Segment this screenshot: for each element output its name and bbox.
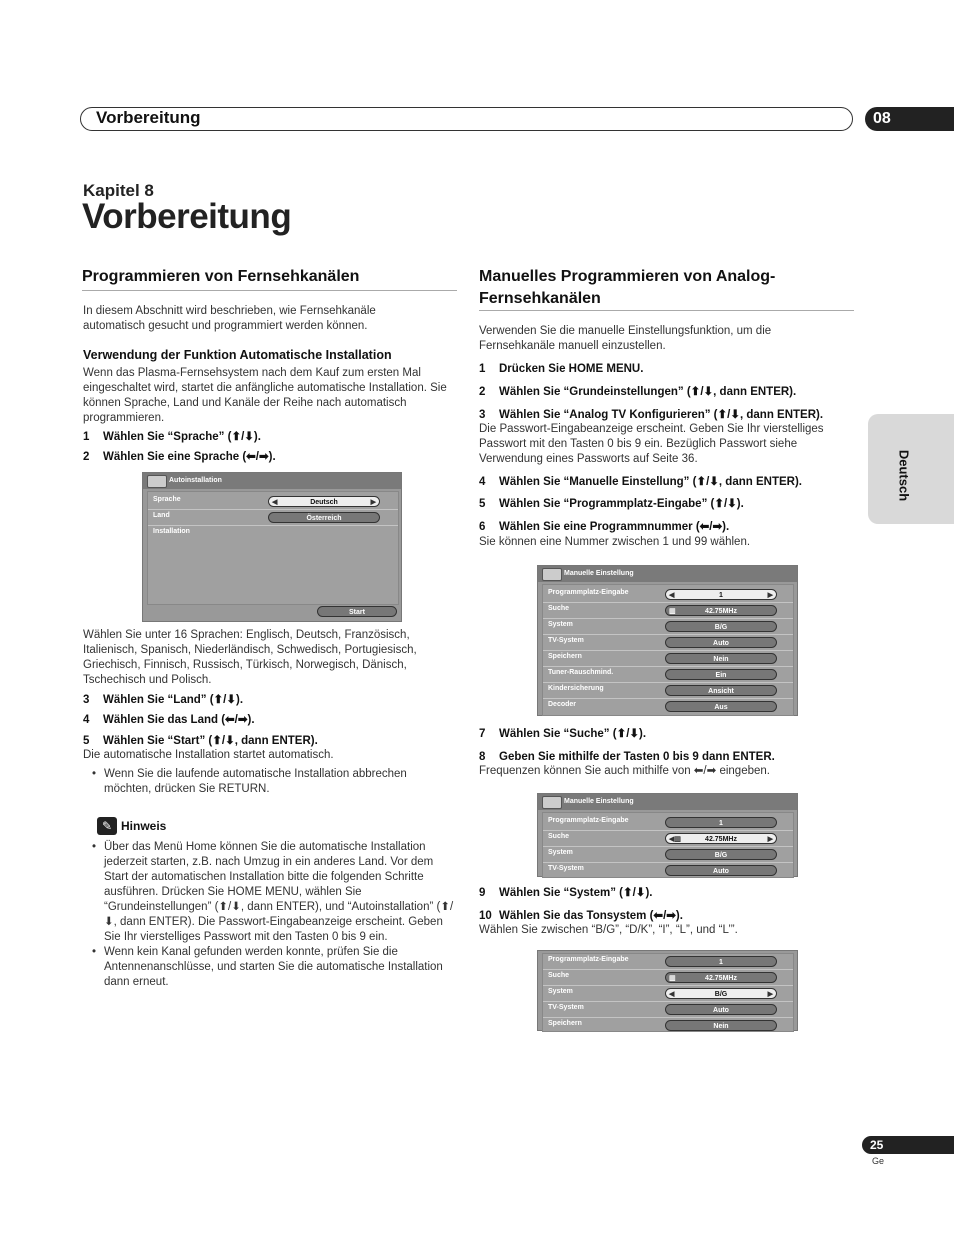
hint-bullet-1: • Über das Menü Home können Sie die automatische Installation jederzeit starten, z.B. nach Umzug in ein anderes Land. Vor dem Start der automatischen Installation bitte die folgenden Schritte ausführen. Drücken Sie HOME MENU, wählen Sie “Grundeinstellungen” (⬆/⬇, dann ENTER), und “Autoinstallation” (⬆/⬇, dann ENTER). Die Passwort-Eingabeanzeige erscheint. Geben Sie Ihr vierstelliges Passwort mit den Tasten 0 bis 9 ein. [104,840,459,945]
screen-title-bar: Autoinstallation [143,473,401,489]
setting-row-land[interactable]: Land Österreich [148,510,398,526]
left-intro: In diesem Abschnitt wird beschrieben, wie Fernsehkanäle automatisch gesucht und programmiert werden können. [83,305,376,332]
manual-setting-screen-3: Programmplatz-Eingabe 1 Suche ▥ 42.75MHz System ◀ B/G ▶ TV-System Auto Speichern Nein [537,950,798,1031]
r-step-5: 5 Wählen Sie “Programmplatz-Eingabe” (⬆/⬇). [479,498,744,510]
row-system[interactable]: System B/G [543,619,793,635]
menu-icon [542,568,562,581]
pencil-note-icon: ✎ [97,817,117,835]
bullet-return: • Wenn Sie die laufende automatische Installation abbrechen möchten, drücken Sie RETURN. [104,767,444,797]
r-step-10: 10 Wählen Sie das Tonsystem (⬅/➡). [479,910,683,922]
r-step-8: 8 Geben Sie mithilfe der Tasten 0 bis 9 dann ENTER. [479,751,775,763]
chapter-label: Kapitel 8 [83,181,154,200]
row-suche[interactable]: Suche ▥ 42.75MHz [543,603,793,619]
languages-text: Wählen Sie unter 16 Sprachen: Englisch, Deutsch, Französisch, Italienisch, Spanisch, Niederländisch, Schwedisch, Portugiesisch, Griechisch, Finnisch, Russisch, Türkisch, Norwegisch, Dänisch, Tschechisch und Polisch. [83,629,417,686]
hint-bullet-2: • Wenn kein Kanal gefunden werden konnte, prüfen Sie die Antennenanschlüsse, und starten Sie die automatische Installation dann erneut. [104,945,444,990]
r-step-2: 2 Wählen Sie “Grundeinstellungen” (⬆/⬇, dann ENTER). [479,386,797,398]
right-heading-rule [479,310,854,311]
sprache-selector[interactable]: ◀ Deutsch ▶ [268,496,380,507]
manual-setting-screen-2: Manuelle Einstellung Programmplatz-Eingabe 1 Suche ◀▥ 42.75MHz ▶ System B/G TV-System Auto [537,793,798,877]
left-section-heading: Programmieren von Fernsehkanälen [82,268,360,285]
step-5: 5 Wählen Sie “Start” (⬆/⬇, dann ENTER). [83,735,318,747]
right-section-heading-line1: Manuelles Programmieren von Analog- [479,268,776,285]
r-step-8-note: Frequenzen können Sie auch mithilfe von ⬅/➡ eingeben. [479,765,770,777]
hint-header: ✎ Hinweis [97,817,166,835]
r-step-1: 1 Drücken Sie HOME MENU. [479,363,644,375]
language-side-tab-label: Deutsch [896,449,912,502]
r-step-3-note: Die Passwort-Eingabeanzeige erscheint. Geben Sie Ihr vierstelliges Passwort mit den Tasten 0 bis 9 ein. Bezüglich Passwort siehe Verwendung eines Passworts auf Seite 36. [479,423,824,465]
auto-install-subheading: Verwendung der Funktion Automatische Installation [83,348,392,362]
menu-icon [147,475,167,488]
step-3: 3 Wählen Sie “Land” (⬆/⬇). [83,694,244,706]
step-1: 1 Wählen Sie “Sprache” (⬆/⬇). [83,431,261,443]
step-2: 2 Wählen Sie eine Sprache (⬅/➡). [83,451,276,463]
step-4: 4 Wählen Sie das Land (⬅/➡). [83,714,255,726]
step-5-note: Die automatische Installation startet automatisch. [83,749,334,761]
r-step-6: 6 Wählen Sie eine Programmnummer (⬅/➡). [479,521,730,533]
start-button[interactable]: Start [317,606,397,617]
chapter-title: Vorbereitung [82,197,292,236]
row-tuner[interactable]: Tuner-Rauschmind. Ein [543,667,793,683]
land-selector[interactable]: Österreich [268,512,380,523]
chapter-number-tab: 08 [865,107,954,131]
right-intro: Verwenden Sie die manuelle Einstellungsfunktion, um die Fernsehkanäle manuell einzustellen. [479,325,772,352]
r-step-10-note: Wählen Sie zwischen “B/G”, “D/K”, “I”, “L”, und “L’”. [479,924,738,936]
r-step-4: 4 Wählen Sie “Manuelle Einstellung” (⬆/⬇, dann ENTER). [479,476,802,488]
page-language-code: Ge [872,1156,885,1166]
autoinstallation-screen [142,472,402,622]
r-step-3: 3 Wählen Sie “Analog TV Konfigurieren” (⬆/⬇, dann ENTER). [479,409,824,421]
left-heading-rule [82,290,457,291]
right-section-heading-line2: Fernsehkanälen [479,290,601,307]
r-step-7: 7 Wählen Sie “Suche” (⬆/⬇). [479,728,647,740]
setting-row-sprache[interactable]: Sprache ◀ Deutsch ▶ [148,494,398,510]
section-header-title: Vorbereitung [96,108,201,127]
row-tv-system[interactable]: TV-System Auto [543,635,793,651]
row-decoder[interactable]: Decoder Aus [543,699,793,714]
r-step-9: 9 Wählen Sie “System” (⬆/⬇). [479,887,653,899]
setting-row-installation[interactable]: Installation [153,528,190,535]
row-programmplatz[interactable]: Programmplatz-Eingabe ◀ 1 ▶ [543,587,793,603]
page-number: 25 [862,1136,954,1154]
row-kindersicherung[interactable]: Kindersicherung Ansicht [543,683,793,699]
auto-install-text: Wenn das Plasma-Fernsehsystem nach dem Kauf zum ersten Mal eingeschaltet wird, startet die anfängliche automatische Installation. Sie können Sprache, Land und Kanäle der Reihe nach automatisch programmieren. [83,367,447,424]
manual-setting-screen: Manuelle Einstellung Programmplatz-Eingabe ◀ 1 ▶ Suche ▥ 42.75MHz System B/G TV-System Auto Speichern Nein Tuner-Rauschmind. Ein Kindersicherung Ansicht Decoder Aus [537,565,798,716]
r-step-6-note: Sie können eine Nummer zwischen 1 und 99 wählen. [479,536,751,548]
menu-icon [542,796,562,809]
row-speichern[interactable]: Speichern Nein [543,651,793,667]
